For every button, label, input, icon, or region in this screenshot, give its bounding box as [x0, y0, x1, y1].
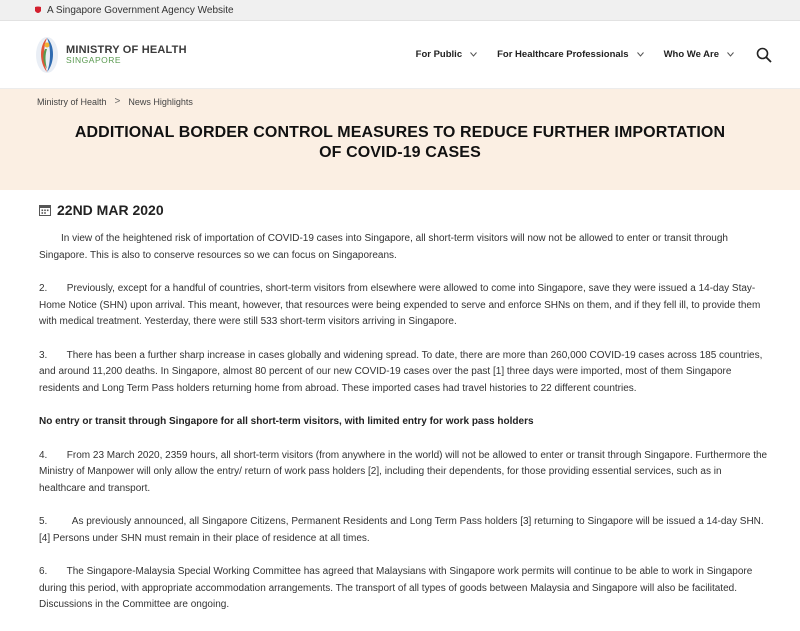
logo-subtitle: SINGAPORE	[66, 55, 122, 66]
article-content	[39, 202, 770, 631]
chevron-down-icon	[470, 52, 477, 57]
logo-title: MINISTRY OF HEALTH	[66, 43, 187, 56]
page-title	[30, 123, 770, 163]
breadcrumb-separator: >	[114, 96, 121, 107]
title-banner	[0, 89, 800, 190]
moh-emblem-icon	[34, 35, 60, 75]
section-heading: No entry or transit through Singapore for all short-term visitors, with limited entry for work pass holders	[39, 416, 534, 427]
date-row	[39, 202, 770, 218]
main-nav	[396, 21, 772, 88]
paragraph-3: 3. There has been a further sharp increase in cases globally and widening spread. To date, there are more than 260,000 COVID-19 cases across 185 countries, and around 11,200 deaths. In Singapore, almost 80 percent of our new COVID-19 cases over the past [1] three days were imported, most of them Singapore residents and Long Term Pass holders returning home from abroad. These imported cases had travel histories to 22 different countries.	[39, 349, 766, 394]
nav-label: Who We Are	[663, 49, 719, 60]
paragraph-4: 4. From 23 March 2020, 2359 hours, all short-term visitors (from anywhere in the world) will not be allowed to enter or transit through Singapore. Furthermore the Ministry of Manpower will only allow the entry/ return of work pass holders [2], including their dependents, for those providing essential services, such as in healthcare and transport.	[39, 449, 770, 494]
page-title-line-1: ADDITIONAL BORDER CONTROL MEASURES TO REDUCE FURTHER IMPORTATION	[74, 124, 726, 141]
singapore-lion-icon	[34, 6, 42, 15]
paragraph-5: 5. As previously announced, all Singapore Citizens, Permanent Residents and Long Term Pass holders [3] returning to Singapore will be issued a 14-day SHN. [4] Persons under SHN must remain in their place of residence at all times.	[39, 516, 767, 544]
nav-who-we-are[interactable]	[664, 49, 734, 60]
gov-agency-bar	[0, 0, 800, 21]
page-title-line-2: OF COVID-19 CASES	[319, 144, 481, 161]
nav-label: For Healthcare Professionals	[497, 49, 629, 60]
paragraph-6: 6. The Singapore-Malaysia Special Working Committee has agreed that Malaysians with Singapore work permits will continue to be able to work in Singapore during this period, with appropriate accommodation arrangements. The transport of all types of goods between Malaysia and Singapore will also be facilitated. Discussions in the Committee are ongoing.	[39, 566, 756, 610]
search-icon[interactable]	[756, 47, 772, 63]
gov-agency-text: A Singapore Government Agency Website	[47, 4, 234, 16]
nav-for-public[interactable]	[416, 49, 477, 60]
nav-for-healthcare-professionals[interactable]	[497, 49, 643, 60]
nav-label: For Public	[415, 49, 463, 60]
paragraph-1	[39, 231, 770, 264]
paragraph-1-text: In view of the heightened risk of importation of COVID-19 cases into Singapore, all short-term visitors will now not be allowed to enter or transit through Singapore. This is also to conserve resources so we can focus on Singaporeans.	[39, 233, 728, 261]
site-header	[0, 21, 800, 89]
chevron-down-icon	[637, 52, 644, 57]
moh-logo[interactable]	[34, 35, 187, 75]
chevron-down-icon	[727, 52, 734, 57]
breadcrumb-current[interactable]: News Highlights	[128, 96, 193, 107]
paragraph-2: 2. Previously, except for a handful of countries, short-term visitors from elsewhere were allowed to come into Singapore, save they were issued a 14-day Stay-Home Notice (SHN) upon arrival. This meant, however, that resources were being expended to serve and enforce SHNs on them, and if they fell ill, to provide them with medical treatment. Yesterday, there were still 533 short-term visitors arriving in Singapore.	[39, 283, 764, 327]
publish-date: 22ND MAR 2020	[57, 202, 164, 218]
calendar-icon	[39, 204, 51, 216]
breadcrumb	[37, 96, 193, 107]
breadcrumb-home[interactable]: Ministry of Health	[37, 96, 107, 107]
